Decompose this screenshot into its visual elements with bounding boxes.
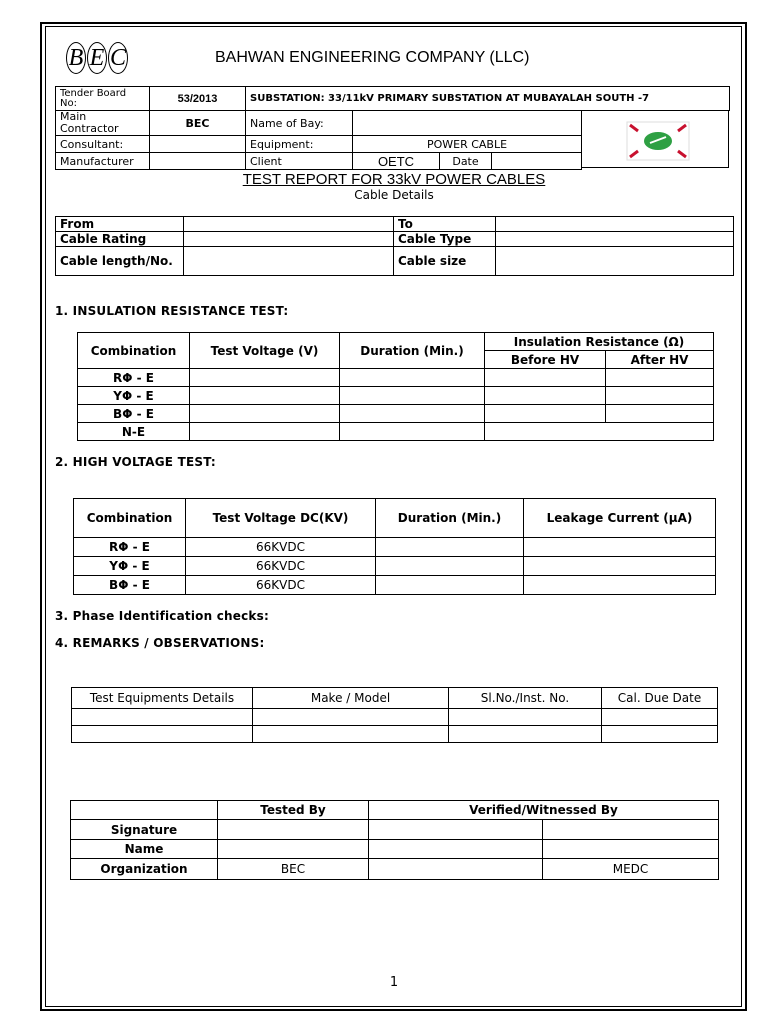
cell	[218, 820, 369, 840]
cell	[190, 387, 340, 405]
insulation-table	[77, 332, 714, 441]
report-title: TEST REPORT FOR 33kV POWER CABLES	[242, 171, 546, 188]
cell	[606, 405, 714, 423]
organization-label: Organization	[71, 859, 218, 880]
tested-by-header: Tested By	[218, 801, 369, 820]
col-cal-due-date: Cal. Due Date	[602, 688, 718, 709]
cable-details-table	[55, 216, 734, 276]
table-row	[74, 557, 716, 576]
signoff-table	[70, 800, 719, 880]
client-value: OETC	[353, 153, 440, 170]
cable-length-value	[184, 247, 394, 276]
org-verified-value: MEDC	[543, 859, 719, 880]
cell	[72, 709, 253, 726]
cell	[190, 405, 340, 423]
manufacturer-value	[150, 153, 246, 170]
col-combination: Combination	[74, 499, 186, 538]
logo-letter: E	[87, 42, 107, 74]
cell	[218, 840, 369, 859]
logo-letter: C	[108, 42, 128, 74]
date-value	[492, 153, 582, 170]
voltage-cell: 66KVDC	[186, 576, 376, 595]
table-row	[74, 576, 716, 595]
from-value	[184, 217, 394, 232]
consultant-label: Consultant:	[56, 136, 150, 153]
main-contractor-value: BEC	[150, 111, 246, 136]
voltage-cell: 66KVDC	[186, 538, 376, 557]
table-row	[72, 726, 718, 743]
logo-letter: B	[66, 42, 86, 74]
col-test-voltage: Test Voltage (V)	[190, 333, 340, 369]
table-row	[78, 387, 714, 405]
remarks-heading: 4. REMARKS / OBSERVATIONS:	[55, 636, 265, 650]
cell	[190, 369, 340, 387]
combination-cell: YΦ - E	[78, 387, 190, 405]
equipment-label: Equipment:	[246, 136, 353, 153]
table-row	[78, 423, 714, 441]
cell	[340, 405, 485, 423]
table-row	[78, 405, 714, 423]
cell	[376, 576, 524, 595]
col-after-hv: After HV	[606, 351, 714, 369]
combination-cell: BΦ - E	[74, 576, 186, 595]
table-row	[72, 709, 718, 726]
cell	[369, 859, 543, 880]
col-before-hv: Before HV	[485, 351, 606, 369]
test-equipment-table	[71, 687, 718, 743]
col-make-model: Make / Model	[253, 688, 449, 709]
col-leakage-current: Leakage Current (μA)	[524, 499, 716, 538]
combination-cell: N-E	[78, 423, 190, 441]
name-of-bay-value	[353, 111, 582, 136]
cell	[485, 423, 714, 441]
cell	[190, 423, 340, 441]
tender-value: 53/2013	[150, 87, 246, 111]
col-combination: Combination	[78, 333, 190, 369]
hv-test-table	[73, 498, 716, 595]
cell	[485, 405, 606, 423]
name-label: Name	[71, 840, 218, 859]
cable-type-value	[496, 232, 734, 247]
col-equipment-details: Test Equipments Details	[72, 688, 253, 709]
col-insulation-resistance: Insulation Resistance (Ω)	[485, 333, 714, 351]
to-value	[496, 217, 734, 232]
cell	[376, 557, 524, 576]
table-row	[74, 538, 716, 557]
company-name: BAHWAN ENGINEERING COMPANY (LLC)	[215, 49, 530, 66]
substation-info: SUBSTATION: 33/11kV PRIMARY SUBSTATION AT MUBAYALAH SOUTH -7	[246, 87, 730, 111]
col-sl-no: Sl.No./Inst. No.	[449, 688, 602, 709]
cell	[340, 387, 485, 405]
cell	[253, 726, 449, 743]
col-test-voltage-dc: Test Voltage DC(KV)	[186, 499, 376, 538]
manufacturer-label: Manufacturer	[56, 153, 150, 170]
cable-rating-value	[184, 232, 394, 247]
cell	[524, 557, 716, 576]
combination-cell: YΦ - E	[74, 557, 186, 576]
combination-cell: BΦ - E	[78, 405, 190, 423]
cell	[369, 840, 543, 859]
voltage-cell: 66KVDC	[186, 557, 376, 576]
tender-label: Tender Board No:	[56, 87, 150, 111]
name-of-bay-label: Name of Bay:	[246, 111, 353, 136]
cable-type-label: Cable Type	[394, 232, 496, 247]
org-tested-value: BEC	[218, 859, 369, 880]
cell	[524, 538, 716, 557]
hv-test-heading: 2. HIGH VOLTAGE TEST:	[55, 455, 216, 469]
client-logo-icon	[626, 121, 690, 161]
cable-size-label: Cable size	[394, 247, 496, 276]
cable-size-value	[496, 247, 734, 276]
header-details-table	[55, 110, 582, 170]
client-label: Client	[246, 153, 353, 170]
cell	[71, 801, 218, 820]
cell	[72, 726, 253, 743]
cell	[340, 369, 485, 387]
main-contractor-label: Main Contractor	[56, 111, 150, 136]
cable-rating-label: Cable Rating	[56, 232, 184, 247]
equipment-value: POWER CABLE	[353, 136, 582, 153]
phase-identification-heading: 3. Phase Identification checks:	[55, 609, 269, 623]
consultant-value	[150, 136, 246, 153]
cell	[253, 709, 449, 726]
date-label: Date	[440, 153, 492, 170]
signature-label: Signature	[71, 820, 218, 840]
cable-length-label: Cable length/No.	[56, 247, 184, 276]
cell	[485, 369, 606, 387]
combination-cell: RΦ - E	[78, 369, 190, 387]
cell	[376, 538, 524, 557]
page-number: 1	[389, 975, 399, 990]
cell	[606, 387, 714, 405]
verified-by-header: Verified/Witnessed By	[369, 801, 719, 820]
cell	[449, 726, 602, 743]
cell	[449, 709, 602, 726]
cell	[369, 820, 543, 840]
cell	[602, 726, 718, 743]
cell	[602, 709, 718, 726]
to-label: To	[394, 217, 496, 232]
from-label: From	[56, 217, 184, 232]
cell	[524, 576, 716, 595]
cell	[340, 423, 485, 441]
cell	[606, 369, 714, 387]
report-subtitle: Cable Details	[354, 188, 434, 202]
col-duration: Duration (Min.)	[340, 333, 485, 369]
header-table	[55, 86, 730, 111]
table-row	[78, 369, 714, 387]
col-duration: Duration (Min.)	[376, 499, 524, 538]
cell	[485, 387, 606, 405]
cell	[543, 840, 719, 859]
combination-cell: RΦ - E	[74, 538, 186, 557]
insulation-heading: 1. INSULATION RESISTANCE TEST:	[55, 304, 289, 318]
cell	[543, 820, 719, 840]
